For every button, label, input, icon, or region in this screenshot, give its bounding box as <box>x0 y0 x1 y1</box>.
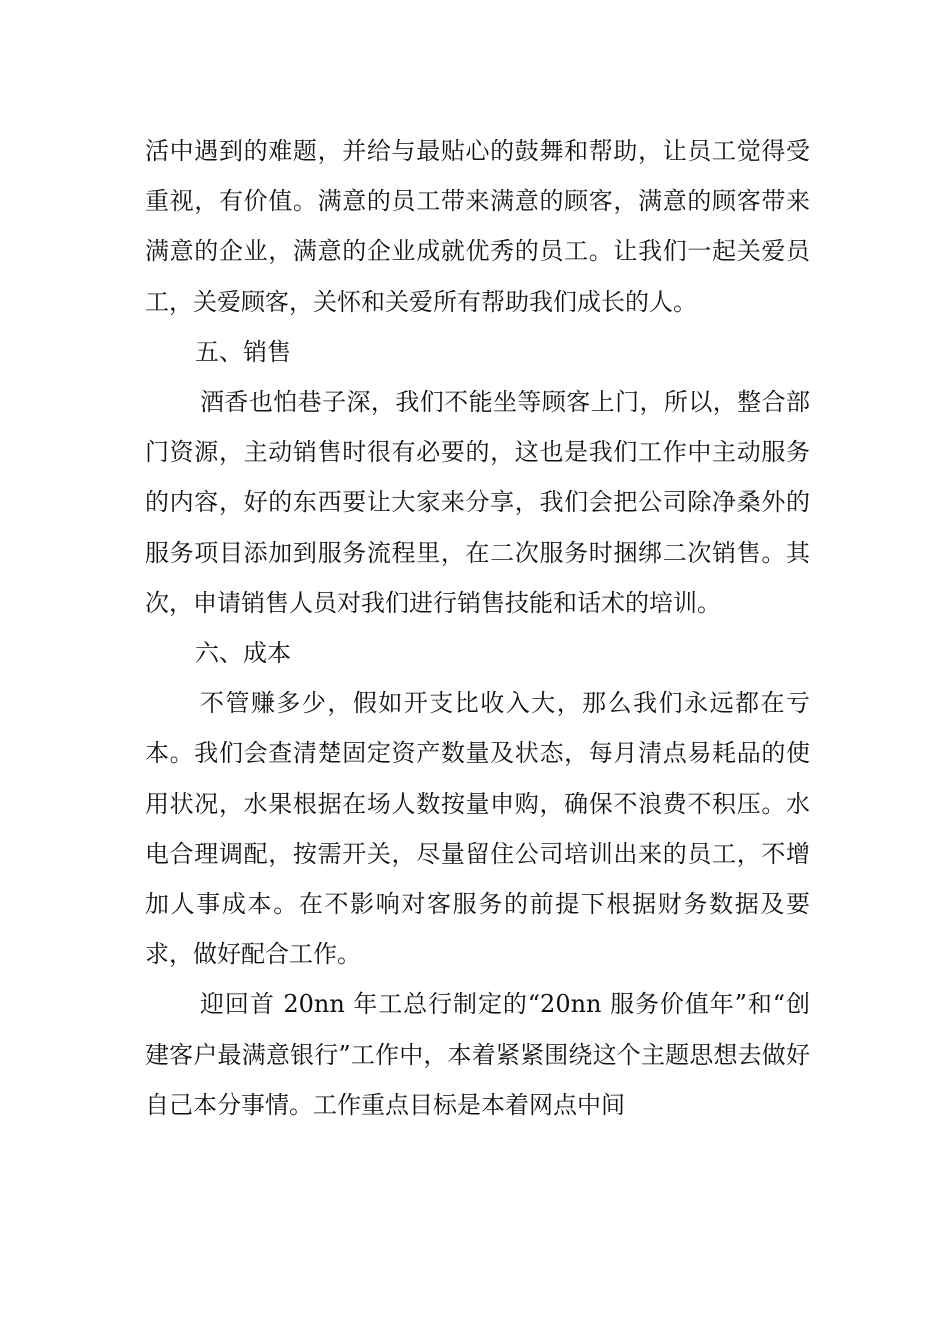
paragraph-sales: 酒香也怕巷子深，我们不能坐等顾客上门，所以，整合部门资源，主动销售时很有必要的，这也是我们工作中主动服务的内容，好的东西要让大家来分享，我们会把公司除净桑外的服务项目添加到服务流程里，在二次服务时捆绑二次销售。其次，申请销售人员对我们进行销售技能和话术的培训。 <box>145 388 810 617</box>
paragraph-cost: 不管赚多少，假如开支比收入大，那么我们永远都在亏本。我们会查清楚固定资产数量及状态，每月清点易耗品的使用状况，水果根据在场人数按量申购，确保不浪费不积压。水电合理调配，按需开关，尽量留住公司培训出来的员工，不增加人事成本。在不影响对客服务的前提下根据财务数据及要求，做好配合工作。 <box>145 689 810 969</box>
paragraph-employee-care: 活中遇到的难题，并给与最贴心的鼓舞和帮助，让员工觉得受重视，有价值。满意的员工带来满意的顾客，满意的顾客带来满意的企业，满意的企业成就优秀的员工。让我们一起关爱员工，关爱顾客，关怀和关爱所有帮助我们成长的人。 <box>145 137 810 316</box>
paragraph-review: 迎回首 20nn 年工总行制定的“20nn 服务价值年”和“创建客户最满意银行”工作中，本着紧紧围绕这个主题思想去做好自己本分事情。工作重点目标是本着网点中间 <box>145 990 810 1119</box>
section-heading-sales: 五、销售 <box>195 337 291 366</box>
section-heading-cost: 六、成本 <box>195 639 291 668</box>
document-body <box>145 126 810 1130</box>
